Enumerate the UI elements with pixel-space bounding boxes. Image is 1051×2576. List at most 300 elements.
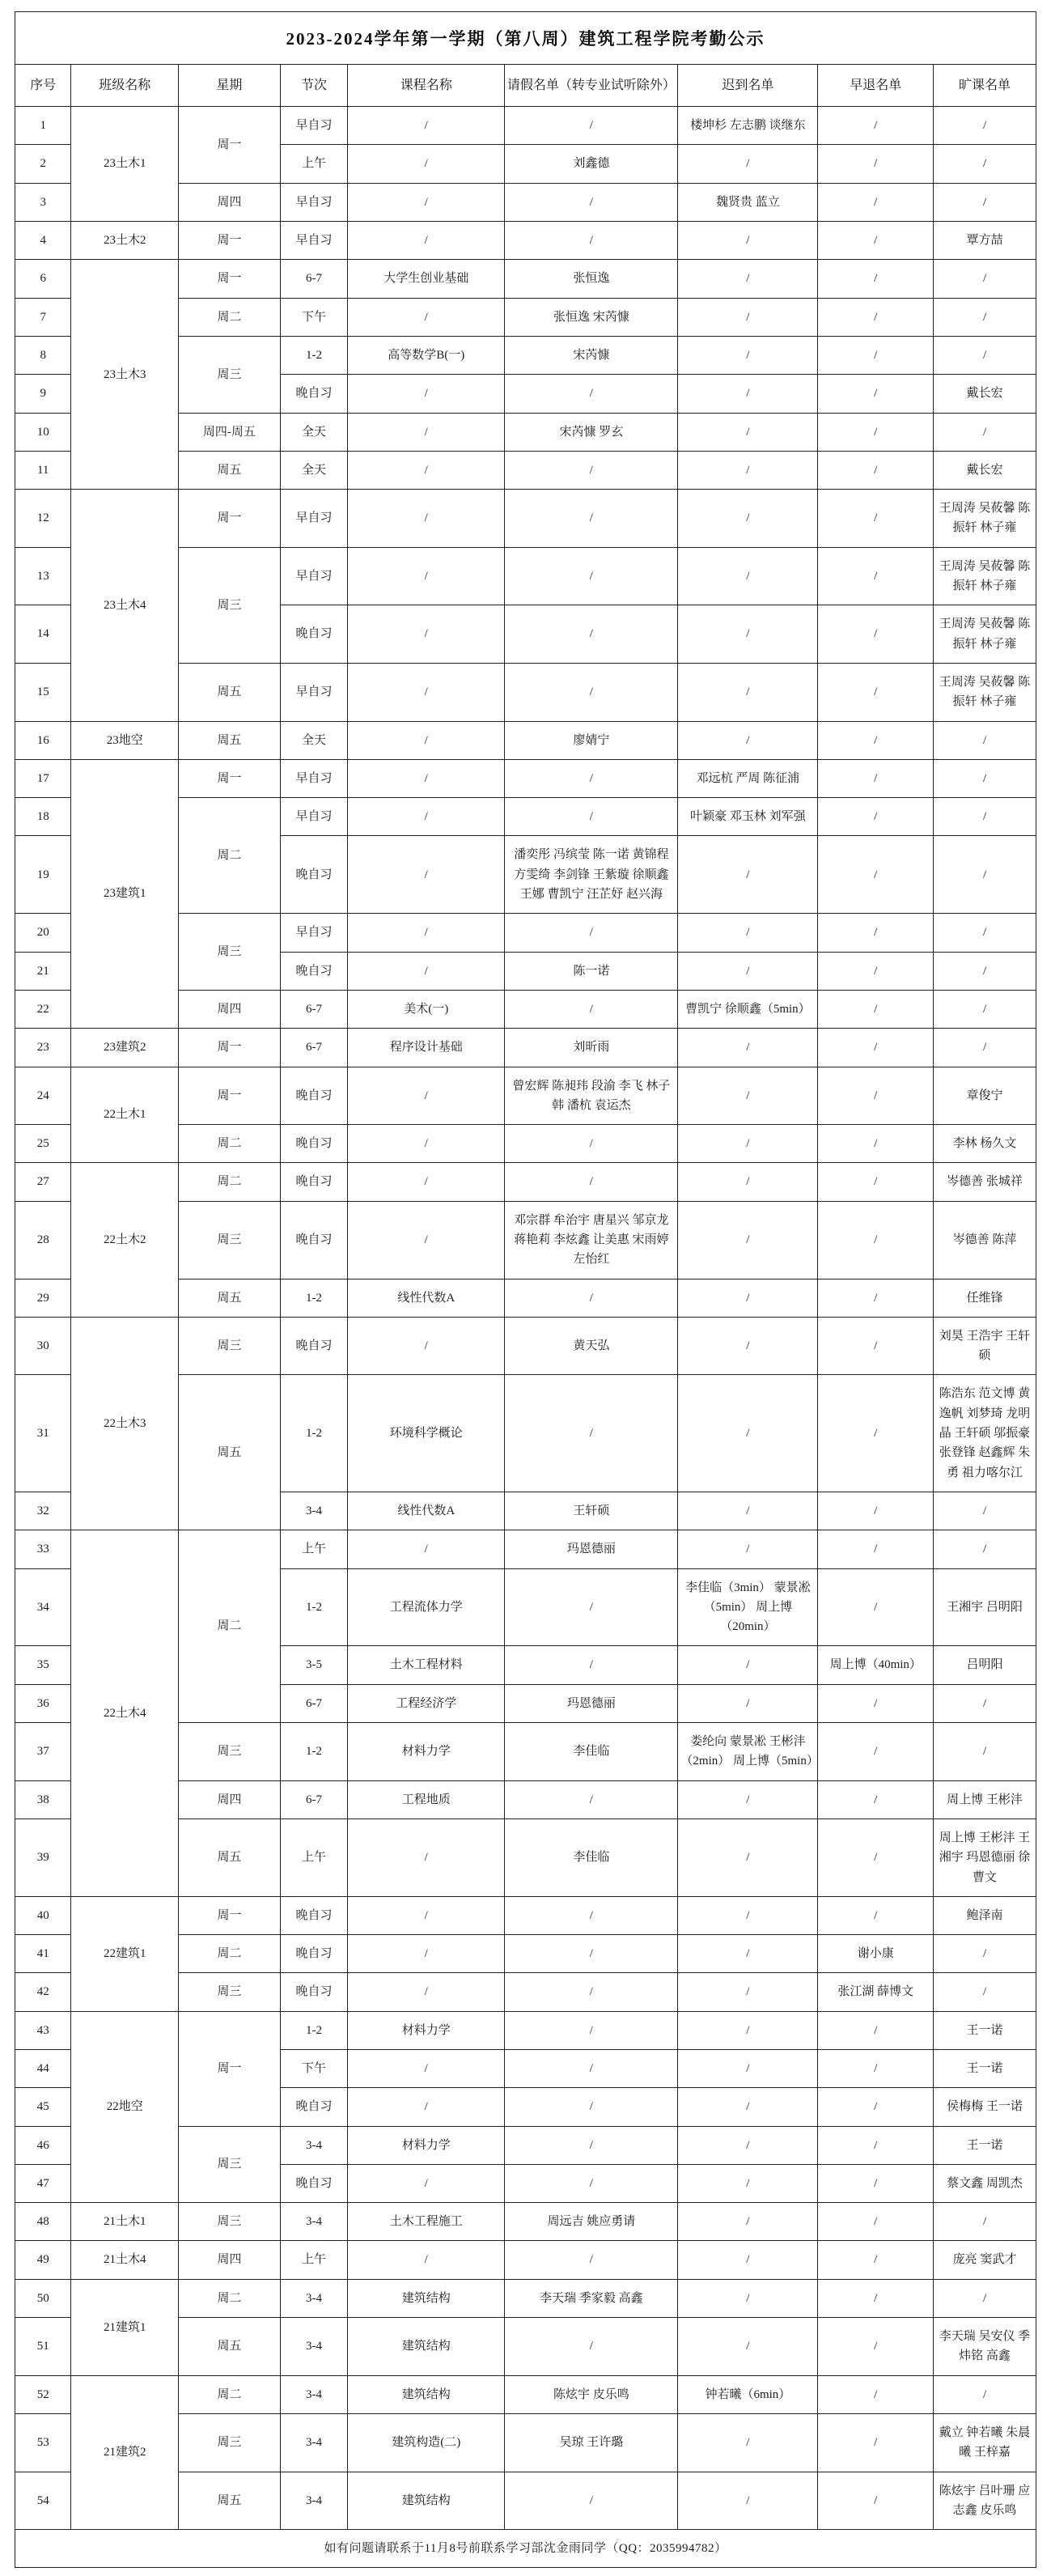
- late-cell: 曹凯宁 徐顺鑫（5min）: [678, 990, 818, 1028]
- leave-cell: 李天瑞 季家毅 高鑫: [505, 2279, 678, 2317]
- absent-cell: /: [934, 145, 1036, 183]
- seq-cell: 30: [15, 1317, 71, 1375]
- early-cell: /: [818, 1530, 934, 1568]
- absent-cell: /: [934, 336, 1036, 374]
- early-cell: /: [818, 2279, 934, 2317]
- late-cell: /: [678, 1201, 818, 1279]
- early-cell: /: [818, 2011, 934, 2049]
- absent-cell: 任维锋: [934, 1279, 1036, 1317]
- late-cell: /: [678, 336, 818, 374]
- course-cell: /: [348, 1818, 505, 1896]
- course-cell: /: [348, 375, 505, 413]
- course-cell: /: [348, 107, 505, 145]
- course-cell: /: [348, 298, 505, 336]
- weekday-cell: 周四: [179, 990, 281, 1028]
- early-cell: /: [818, 1568, 934, 1646]
- course-cell: 工程流体力学: [348, 1568, 505, 1646]
- seq-cell: 49: [15, 2241, 71, 2279]
- weekday-cell: 周三: [179, 1201, 281, 1279]
- seq-cell: 48: [15, 2203, 71, 2241]
- class-cell: 22建筑1: [71, 1896, 179, 2011]
- course-cell: /: [348, 2241, 505, 2279]
- seq-cell: 46: [15, 2126, 71, 2164]
- absent-cell: 蔡文鑫 周凯杰: [934, 2164, 1036, 2202]
- leave-cell: /: [505, 183, 678, 221]
- column-header-period: 节次: [280, 65, 347, 107]
- seq-cell: 22: [15, 990, 71, 1028]
- seq-cell: 45: [15, 2088, 71, 2126]
- late-cell: /: [678, 145, 818, 183]
- weekday-cell: 周一: [179, 1067, 281, 1125]
- late-cell: /: [678, 1163, 818, 1201]
- course-cell: /: [348, 2088, 505, 2126]
- late-cell: /: [678, 2011, 818, 2049]
- early-cell: /: [818, 2318, 934, 2376]
- absent-cell: 王周涛 吴莜馨 陈振轩 林子雍: [934, 490, 1036, 548]
- column-header-weekday: 星期: [179, 65, 281, 107]
- leave-cell: /: [505, 2088, 678, 2126]
- period-cell: 3-4: [280, 2375, 347, 2413]
- period-cell: 上午: [280, 1530, 347, 1568]
- seq-cell: 25: [15, 1125, 71, 1163]
- absent-cell: 周上博 王彬沣: [934, 1780, 1036, 1818]
- period-cell: 晚自习: [280, 605, 347, 664]
- course-cell: /: [348, 1530, 505, 1568]
- course-cell: /: [348, 914, 505, 952]
- class-cell: 22土木3: [71, 1317, 179, 1530]
- leave-cell: /: [505, 2318, 678, 2376]
- late-cell: /: [678, 836, 818, 914]
- weekday-cell: 周二: [179, 798, 281, 914]
- early-cell: /: [818, 2241, 934, 2279]
- period-cell: 晚自习: [280, 952, 347, 990]
- late-cell: 李佳临（3min） 蒙景凇（5min） 周上博（20min）: [678, 1568, 818, 1646]
- late-cell: /: [678, 260, 818, 298]
- late-cell: /: [678, 1646, 818, 1684]
- late-cell: /: [678, 2279, 818, 2317]
- seq-cell: 7: [15, 298, 71, 336]
- seq-cell: 27: [15, 1163, 71, 1201]
- early-cell: /: [818, 145, 934, 183]
- weekday-cell: 周三: [179, 2413, 281, 2472]
- late-cell: /: [678, 1029, 818, 1067]
- period-cell: 早自习: [280, 547, 347, 605]
- late-cell: /: [678, 952, 818, 990]
- weekday-cell: 周五: [179, 451, 281, 489]
- weekday-cell: 周一: [179, 1029, 281, 1067]
- absent-cell: /: [934, 1723, 1036, 1781]
- seq-cell: 10: [15, 413, 71, 451]
- class-cell: 23建筑2: [71, 1029, 179, 1067]
- class-cell: 22地空: [71, 2011, 179, 2202]
- early-cell: /: [818, 990, 934, 1028]
- late-cell: /: [678, 1818, 818, 1896]
- course-cell: 建筑结构: [348, 2279, 505, 2317]
- early-cell: /: [818, 2126, 934, 2164]
- absent-cell: 戴长宏: [934, 451, 1036, 489]
- seq-cell: 8: [15, 336, 71, 374]
- column-header-early: 早退名单: [818, 65, 934, 107]
- seq-cell: 38: [15, 1780, 71, 1818]
- early-cell: /: [818, 2375, 934, 2413]
- period-cell: 早自习: [280, 798, 347, 836]
- seq-cell: 52: [15, 2375, 71, 2413]
- absent-cell: 岑德善 张城祥: [934, 1163, 1036, 1201]
- early-cell: /: [818, 1317, 934, 1375]
- course-cell: 大学生创业基础: [348, 260, 505, 298]
- late-cell: /: [678, 2413, 818, 2472]
- leave-cell: /: [505, 1375, 678, 1492]
- weekday-cell: 周三: [179, 1317, 281, 1375]
- seq-cell: 1: [15, 107, 71, 145]
- period-cell: 6-7: [280, 990, 347, 1028]
- period-cell: 早自习: [280, 107, 347, 145]
- early-cell: /: [818, 451, 934, 489]
- absent-cell: 侯梅梅 王一诺: [934, 2088, 1036, 2126]
- table-row: [15, 107, 1036, 145]
- period-cell: 3-4: [280, 2413, 347, 2472]
- table-row: [15, 1896, 1036, 1934]
- course-cell: 线性代数A: [348, 1279, 505, 1317]
- footer-row: [15, 2530, 1036, 2568]
- course-cell: 材料力学: [348, 1723, 505, 1781]
- period-cell: 下午: [280, 298, 347, 336]
- class-cell: 23土木1: [71, 107, 179, 222]
- period-cell: 早自习: [280, 183, 347, 221]
- late-cell: /: [678, 1530, 818, 1568]
- table-row: [15, 490, 1036, 548]
- attendance-table: [15, 11, 1036, 2568]
- course-cell: /: [348, 721, 505, 759]
- absent-cell: 李天瑞 吴安仪 季炜铭 高鑫: [934, 2318, 1036, 2376]
- leave-cell: /: [505, 914, 678, 952]
- absent-cell: 戴立 钟若曦 朱晨曦 王梓嘉: [934, 2413, 1036, 2472]
- course-cell: 土木工程施工: [348, 2203, 505, 2241]
- course-cell: /: [348, 798, 505, 836]
- column-header-course: 课程名称: [348, 65, 505, 107]
- seq-cell: 31: [15, 1375, 71, 1492]
- leave-cell: 吴琼 王许璐: [505, 2413, 678, 2472]
- course-cell: /: [348, 490, 505, 548]
- course-cell: 工程地质: [348, 1780, 505, 1818]
- absent-cell: 吕明阳: [934, 1646, 1036, 1684]
- absent-cell: /: [934, 1684, 1036, 1722]
- leave-cell: /: [505, 2241, 678, 2279]
- late-cell: /: [678, 2318, 818, 2376]
- weekday-cell: 周三: [179, 547, 281, 663]
- late-cell: 娄纶向 蒙景凇 王彬沣（2min） 周上博（5min）: [678, 1723, 818, 1781]
- weekday-cell: 周三: [179, 1973, 281, 2011]
- late-cell: /: [678, 1684, 818, 1722]
- period-cell: 晚自习: [280, 1125, 347, 1163]
- late-cell: /: [678, 1125, 818, 1163]
- late-cell: /: [678, 2088, 818, 2126]
- class-cell: 23土木3: [71, 260, 179, 490]
- leave-cell: /: [505, 1568, 678, 1646]
- course-cell: 线性代数A: [348, 1492, 505, 1530]
- late-cell: /: [678, 1279, 818, 1317]
- period-cell: 3-4: [280, 2203, 347, 2241]
- absent-cell: 覃方喆: [934, 222, 1036, 260]
- period-cell: 6-7: [280, 1029, 347, 1067]
- early-cell: /: [818, 413, 934, 451]
- leave-cell: 宋芮慷 罗玄: [505, 413, 678, 451]
- late-cell: /: [678, 721, 818, 759]
- period-cell: 全天: [280, 413, 347, 451]
- late-cell: /: [678, 2050, 818, 2088]
- early-cell: /: [818, 1492, 934, 1530]
- leave-cell: /: [505, 490, 678, 548]
- absent-cell: 李林 杨久文: [934, 1125, 1036, 1163]
- period-cell: 1-2: [280, 1723, 347, 1781]
- seq-cell: 33: [15, 1530, 71, 1568]
- absent-cell: /: [934, 2375, 1036, 2413]
- weekday-cell: 周一: [179, 1896, 281, 1934]
- absent-cell: /: [934, 1530, 1036, 1568]
- leave-cell: /: [505, 1896, 678, 1934]
- late-cell: /: [678, 1375, 818, 1492]
- table-row: [15, 759, 1036, 797]
- seq-cell: 36: [15, 1684, 71, 1722]
- early-cell: /: [818, 2203, 934, 2241]
- seq-cell: 12: [15, 490, 71, 548]
- period-cell: 6-7: [280, 1780, 347, 1818]
- seq-cell: 11: [15, 451, 71, 489]
- period-cell: 1-2: [280, 1568, 347, 1646]
- course-cell: 材料力学: [348, 2126, 505, 2164]
- late-cell: /: [678, 1317, 818, 1375]
- weekday-cell: 周五: [179, 1818, 281, 1896]
- period-cell: 3-5: [280, 1646, 347, 1684]
- weekday-cell: 周二: [179, 1125, 281, 1163]
- period-cell: 晚自习: [280, 1935, 347, 1973]
- column-header-absent: 旷课名单: [934, 65, 1036, 107]
- early-cell: /: [818, 2164, 934, 2202]
- class-cell: 21建筑2: [71, 2375, 179, 2529]
- late-cell: /: [678, 914, 818, 952]
- seq-cell: 24: [15, 1067, 71, 1125]
- leave-cell: /: [505, 1935, 678, 1973]
- seq-cell: 28: [15, 1201, 71, 1279]
- leave-cell: 黄天弘: [505, 1317, 678, 1375]
- weekday-cell: 周二: [179, 1163, 281, 1201]
- course-cell: /: [348, 1896, 505, 1934]
- early-cell: 谢小康: [818, 1935, 934, 1973]
- table-row: [15, 2011, 1036, 2049]
- period-cell: 3-4: [280, 2126, 347, 2164]
- early-cell: /: [818, 1125, 934, 1163]
- absent-cell: 王周涛 吴莜馨 陈振轩 林子雍: [934, 547, 1036, 605]
- seq-cell: 51: [15, 2318, 71, 2376]
- late-cell: 魏贤贵 蓝立: [678, 183, 818, 221]
- class-cell: 23建筑1: [71, 759, 179, 1028]
- absent-cell: 陈炫宇 吕叶珊 应志鑫 皮乐鸣: [934, 2472, 1036, 2530]
- course-cell: 程序设计基础: [348, 1029, 505, 1067]
- leave-cell: /: [505, 990, 678, 1028]
- absent-cell: 陈浩东 范文博 黄逸帆 刘梦琦 龙明晶 王轩硕 邬振豪 张登锋 赵鑫辉 朱勇 祖力喀尔江: [934, 1375, 1036, 1492]
- seq-cell: 3: [15, 183, 71, 221]
- period-cell: 晚自习: [280, 1067, 347, 1125]
- seq-cell: 21: [15, 952, 71, 990]
- course-cell: /: [348, 952, 505, 990]
- early-cell: /: [818, 798, 934, 836]
- weekday-cell: 周一: [179, 490, 281, 548]
- period-cell: 上午: [280, 1818, 347, 1896]
- seq-cell: 32: [15, 1492, 71, 1530]
- absent-cell: 岑德善 陈萍: [934, 1201, 1036, 1279]
- weekday-cell: 周二: [179, 298, 281, 336]
- late-cell: /: [678, 451, 818, 489]
- absent-cell: /: [934, 759, 1036, 797]
- seq-cell: 37: [15, 1723, 71, 1781]
- table-row: [15, 1317, 1036, 1375]
- period-cell: 晚自习: [280, 1973, 347, 2011]
- leave-cell: 潘奕彤 冯缤莹 陈一诺 黄锦程 方雯绮 李剑锋 王紫璇 徐顺鑫 王娜 曹凯宁 汪芷妤 赵兴海: [505, 836, 678, 914]
- seq-cell: 54: [15, 2472, 71, 2530]
- late-cell: /: [678, 298, 818, 336]
- course-cell: /: [348, 183, 505, 221]
- class-cell: 22土木4: [71, 1530, 179, 1897]
- course-cell: 工程经济学: [348, 1684, 505, 1722]
- leave-cell: 王轩硕: [505, 1492, 678, 1530]
- seq-cell: 35: [15, 1646, 71, 1684]
- period-cell: 早自习: [280, 490, 347, 548]
- early-cell: /: [818, 1723, 934, 1781]
- course-cell: /: [348, 2164, 505, 2202]
- absent-cell: 王周涛 吴莜馨 陈振轩 林子雍: [934, 605, 1036, 664]
- absent-cell: /: [934, 914, 1036, 952]
- leave-cell: 张恒逸 宋芮慷: [505, 298, 678, 336]
- class-cell: 23地空: [71, 721, 179, 759]
- early-cell: /: [818, 2050, 934, 2088]
- seq-cell: 23: [15, 1029, 71, 1067]
- absent-cell: 王一诺: [934, 2011, 1036, 2049]
- early-cell: /: [818, 260, 934, 298]
- course-cell: /: [348, 1973, 505, 2011]
- seq-cell: 9: [15, 375, 71, 413]
- absent-cell: 王周涛 吴莜馨 陈振轩 林子雍: [934, 663, 1036, 721]
- weekday-cell: 周五: [179, 1279, 281, 1317]
- seq-cell: 34: [15, 1568, 71, 1646]
- late-cell: /: [678, 490, 818, 548]
- leave-cell: 玛恩德丽: [505, 1530, 678, 1568]
- period-cell: 1-2: [280, 2011, 347, 2049]
- early-cell: /: [818, 914, 934, 952]
- seq-cell: 6: [15, 260, 71, 298]
- table-row: [15, 1530, 1036, 1568]
- absent-cell: /: [934, 2279, 1036, 2317]
- leave-cell: /: [505, 1780, 678, 1818]
- class-cell: 21建筑1: [71, 2279, 179, 2375]
- leave-cell: /: [505, 2050, 678, 2088]
- period-cell: 晚自习: [280, 2088, 347, 2126]
- table-row: [15, 2375, 1036, 2413]
- early-cell: /: [818, 759, 934, 797]
- period-cell: 晚自习: [280, 1163, 347, 1201]
- course-cell: /: [348, 547, 505, 605]
- late-cell: /: [678, 663, 818, 721]
- period-cell: 3-4: [280, 2318, 347, 2376]
- weekday-cell: 周五: [179, 2318, 281, 2376]
- leave-cell: /: [505, 547, 678, 605]
- late-cell: /: [678, 2472, 818, 2530]
- course-cell: 高等数学B(一): [348, 336, 505, 374]
- seq-cell: 2: [15, 145, 71, 183]
- period-cell: 上午: [280, 145, 347, 183]
- leave-cell: 周远吉 姚应勇请: [505, 2203, 678, 2241]
- period-cell: 晚自习: [280, 1317, 347, 1375]
- late-cell: /: [678, 1780, 818, 1818]
- seq-cell: 41: [15, 1935, 71, 1973]
- leave-cell: /: [505, 451, 678, 489]
- early-cell: /: [818, 2088, 934, 2126]
- column-header-leave: 请假名单（转专业试听除外）: [505, 65, 678, 107]
- leave-cell: /: [505, 1279, 678, 1317]
- seq-cell: 42: [15, 1973, 71, 2011]
- table-row: [15, 260, 1036, 298]
- leave-cell: /: [505, 759, 678, 797]
- early-cell: /: [818, 336, 934, 374]
- table-row: [15, 721, 1036, 759]
- late-cell: /: [678, 1896, 818, 1934]
- weekday-cell: 周一: [179, 759, 281, 797]
- weekday-cell: 周四: [179, 2241, 281, 2279]
- absent-cell: /: [934, 1029, 1036, 1067]
- weekday-cell: 周三: [179, 914, 281, 991]
- leave-cell: 曾宏辉 陈昶玮 段渝 李飞 林子韩 潘杭 袁运杰: [505, 1067, 678, 1125]
- absent-cell: 周上博 王彬沣 王湘宇 玛恩德丽 徐曹文: [934, 1818, 1036, 1896]
- attendance-table-body: [15, 107, 1036, 2530]
- course-cell: /: [348, 836, 505, 914]
- early-cell: /: [818, 490, 934, 548]
- seq-cell: 44: [15, 2050, 71, 2088]
- period-cell: 早自习: [280, 222, 347, 260]
- absent-cell: /: [934, 798, 1036, 836]
- course-cell: 建筑结构: [348, 2318, 505, 2376]
- course-cell: /: [348, 2050, 505, 2088]
- seq-cell: 16: [15, 721, 71, 759]
- weekday-cell: 周一: [179, 2011, 281, 2126]
- leave-cell: 陈一诺: [505, 952, 678, 990]
- title-row: [15, 12, 1036, 65]
- late-cell: /: [678, 1492, 818, 1530]
- late-cell: 叶颖豪 邓玉林 刘军强: [678, 798, 818, 836]
- early-cell: /: [818, 721, 934, 759]
- late-cell: /: [678, 547, 818, 605]
- course-cell: /: [348, 1317, 505, 1375]
- weekday-cell: 周二: [179, 2279, 281, 2317]
- early-cell: /: [818, 1896, 934, 1934]
- late-cell: /: [678, 2164, 818, 2202]
- absent-cell: /: [934, 2203, 1036, 2241]
- leave-cell: 邓宗群 牟治宇 唐星兴 邹京龙 蒋艳莉 李炫鑫 让美惠 宋雨婷 左怡红: [505, 1201, 678, 1279]
- weekday-cell: 周五: [179, 1375, 281, 1530]
- absent-cell: /: [934, 952, 1036, 990]
- weekday-cell: 周二: [179, 1935, 281, 1973]
- leave-cell: /: [505, 798, 678, 836]
- absent-cell: /: [934, 836, 1036, 914]
- course-cell: 美术(一): [348, 990, 505, 1028]
- leave-cell: /: [505, 1163, 678, 1201]
- leave-cell: 李佳临: [505, 1818, 678, 1896]
- absent-cell: /: [934, 721, 1036, 759]
- early-cell: /: [818, 836, 934, 914]
- course-cell: /: [348, 1067, 505, 1125]
- seq-cell: 40: [15, 1896, 71, 1934]
- absent-cell: 章俊宁: [934, 1067, 1036, 1125]
- period-cell: 1-2: [280, 1279, 347, 1317]
- absent-cell: /: [934, 183, 1036, 221]
